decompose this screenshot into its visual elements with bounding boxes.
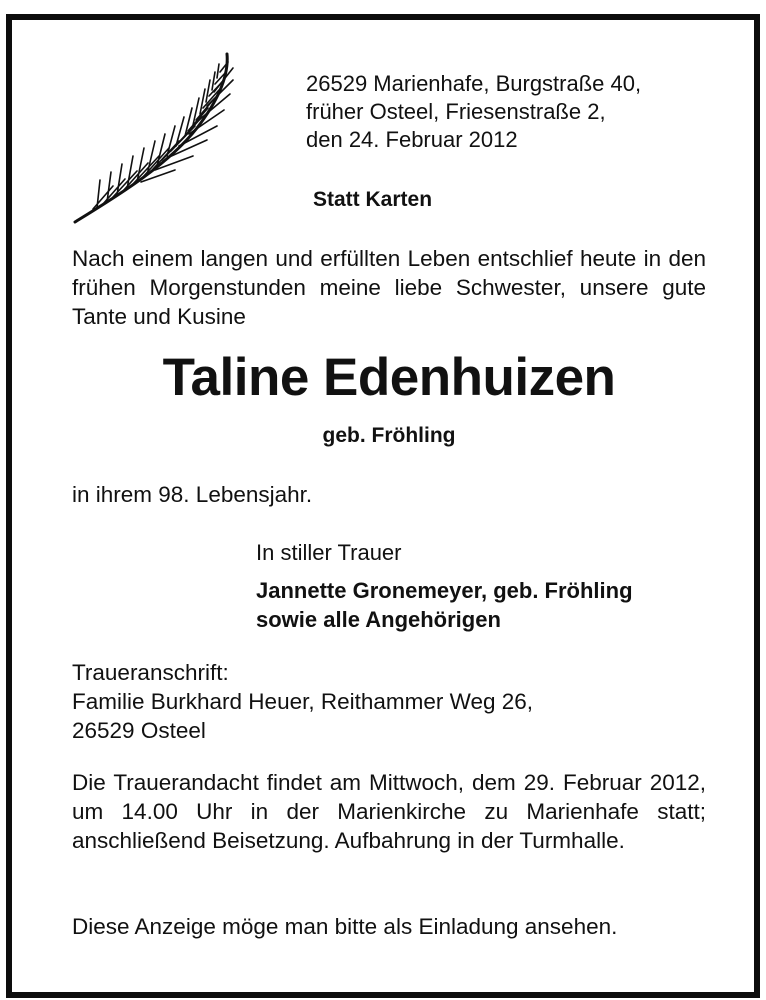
birth-name: geb. Fröhling xyxy=(322,424,456,447)
mourning-address xyxy=(72,658,533,745)
mourning-address-line: Familie Burkhard Heuer, Reithammer Weg 26, xyxy=(72,689,534,714)
sender-address-line: 26529 Marienhafe, Burgstraße 40, xyxy=(306,71,642,96)
mourning-address-line: 26529 Osteel xyxy=(72,718,206,743)
mourning-address-label: Traueranschrift: xyxy=(72,660,229,685)
intro-text: Nach einem langen und erfüllten Leben entschlief heute in den frühen Morgenstunden meine liebe Schwester, unsere gute Tante und Kusine xyxy=(72,246,706,329)
closing-text: Diese Anzeige möge man bitte als Einladung ansehen. xyxy=(72,914,618,939)
feather-icon xyxy=(67,46,257,236)
deceased-name: Taline Edenhuizen xyxy=(162,348,616,407)
statt-karten: Statt Karten xyxy=(313,188,433,211)
sender-address-line: früher Osteel, Friesenstraße 2, xyxy=(306,99,606,124)
mourner-line: sowie alle Angehörigen xyxy=(256,607,501,632)
mourner-line: Jannette Gronemeyer, geb. Fröhling xyxy=(256,578,633,603)
mourners-block xyxy=(256,576,633,634)
sender-address xyxy=(306,70,641,154)
mourning-intro: In stiller Trauer xyxy=(256,540,402,565)
service-text: Die Trauerandacht findet am Mittwoch, dem 29. Februar 2012, um 14.00 Uhr in der Marienkirche zu Marienhafe statt; anschließend Beisetzung. Aufbahrung in der Turmhalle. xyxy=(72,770,706,853)
obituary-notice xyxy=(6,14,760,998)
sender-date: den 24. Februar 2012 xyxy=(306,127,518,152)
age-text: in ihrem 98. Lebensjahr. xyxy=(72,482,313,507)
